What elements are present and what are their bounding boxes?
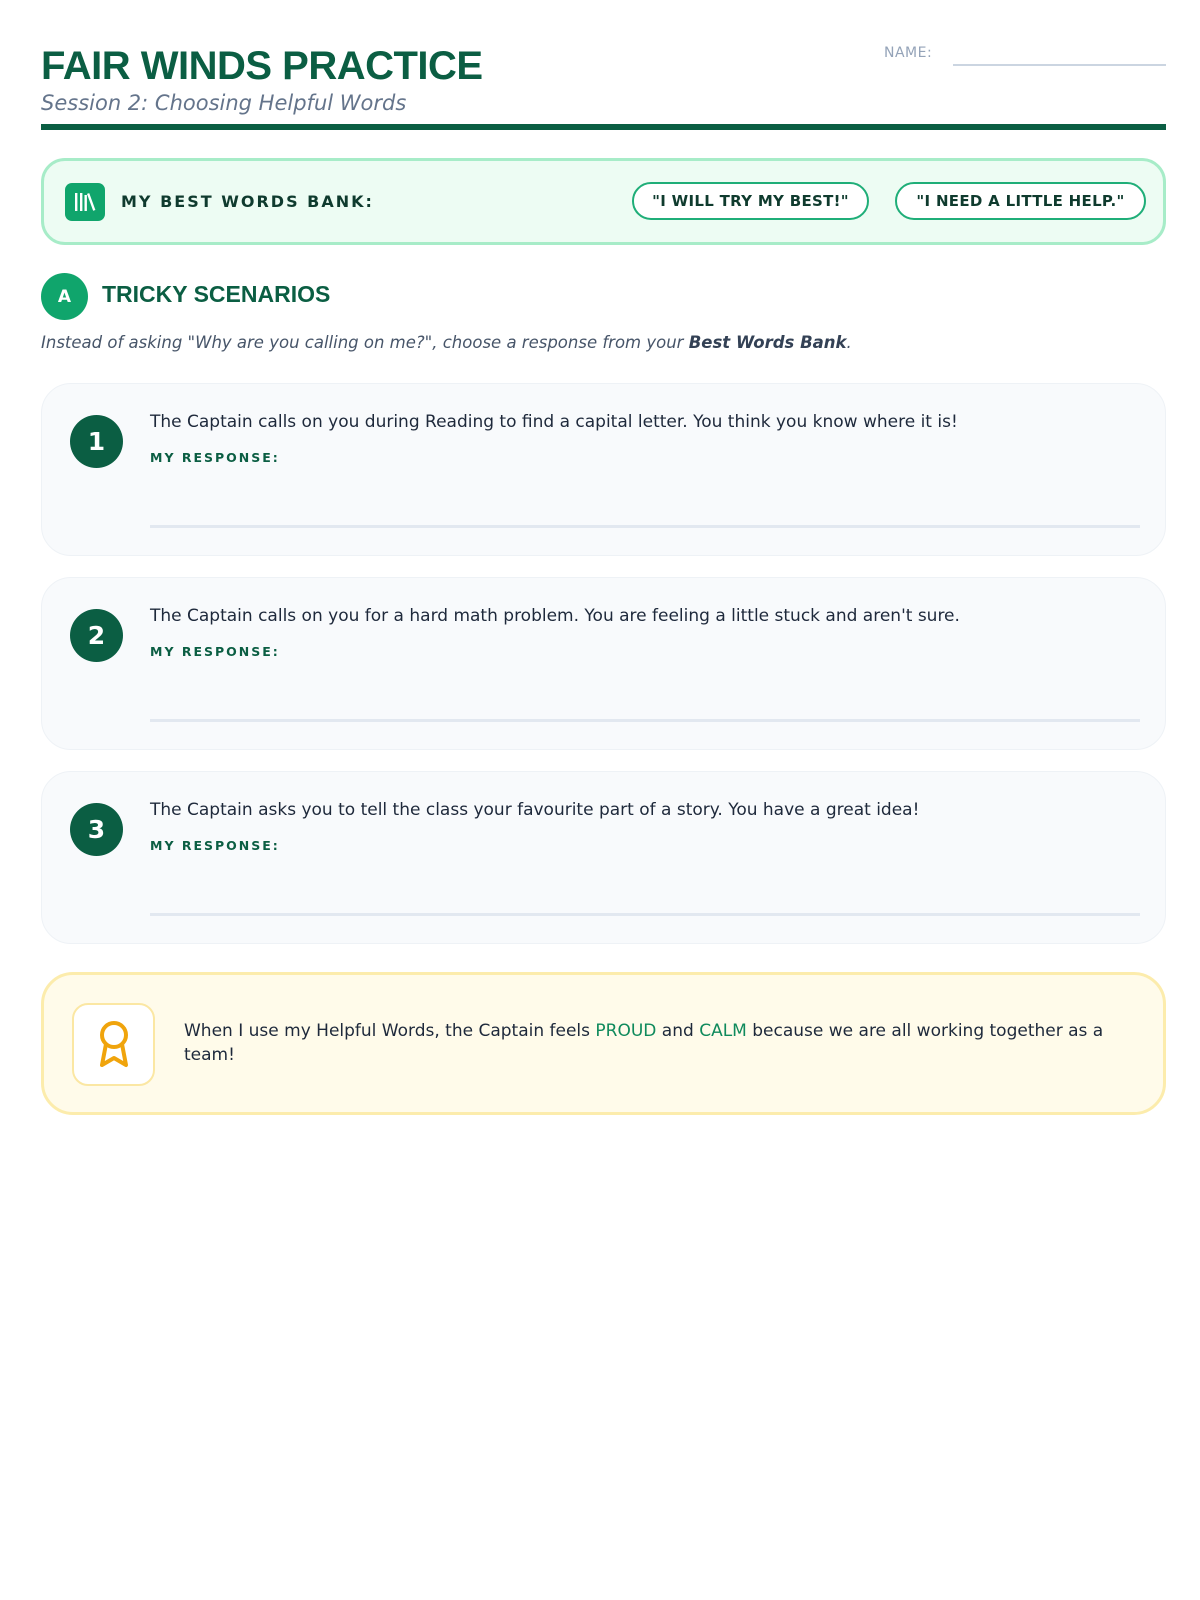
word-chip-need-help: "I NEED A LITTLE HELP." [895, 182, 1146, 220]
scenario-number: 3 [70, 803, 123, 856]
response-line[interactable] [150, 719, 1140, 722]
scenario-prompt: The Captain asks you to tell the class your favourite part of a story. You have a great idea! [150, 800, 920, 820]
reflection-note [41, 972, 1166, 1115]
scenario-number: 2 [70, 609, 123, 662]
page-title: FAIR WINDS PRACTICE [41, 44, 483, 88]
response-label: MY RESPONSE: [150, 838, 280, 853]
award-ribbon-icon [72, 1003, 155, 1086]
name-field[interactable] [953, 64, 1166, 66]
section-instructions [41, 333, 852, 352]
worksheet-header [41, 0, 1166, 132]
instructions-end: . [846, 333, 852, 352]
scenario-card [41, 771, 1166, 944]
words-bank-label: MY BEST WORDS BANK: [121, 192, 374, 211]
words-bank [41, 158, 1166, 245]
scenario-card [41, 383, 1166, 556]
header-divider [41, 124, 1166, 130]
scenario-number: 1 [70, 415, 123, 468]
page-subtitle: Session 2: Choosing Helpful Words [41, 91, 407, 115]
scenario-prompt: The Captain calls on you for a hard math problem. You are feeling a little stuck and aren't sure. [150, 606, 960, 626]
section-badge: A [41, 273, 88, 320]
library-books-icon [65, 183, 105, 221]
response-line[interactable] [150, 913, 1140, 916]
scenario-prompt: The Captain calls on you during Reading to find a capital letter. You think you know where it is! [150, 412, 958, 432]
note-text-3: because we are all working together as a team! [184, 1021, 1104, 1065]
name-label: NAME: [884, 45, 933, 61]
note-text [184, 1019, 1134, 1067]
section-title: TRICKY SCENARIOS [102, 281, 331, 307]
note-text-1: When I use my Helpful Words, the Captain feels [184, 1021, 596, 1041]
note-text-2: and [656, 1021, 700, 1041]
instructions-text: Instead of asking "Why are you calling on me?", choose a response from your [41, 333, 689, 352]
highlight-proud: PROUD [595, 1021, 657, 1041]
instructions-bold: Best Words Bank [688, 333, 847, 352]
highlight-calm: CALM [699, 1021, 747, 1041]
worksheet-page [41, 0, 1166, 1065]
scenario-card [41, 577, 1166, 750]
response-line[interactable] [150, 525, 1140, 528]
response-label: MY RESPONSE: [150, 644, 280, 659]
response-label: MY RESPONSE: [150, 450, 280, 465]
word-chip-try-my-best: "I WILL TRY MY BEST!" [632, 182, 869, 220]
